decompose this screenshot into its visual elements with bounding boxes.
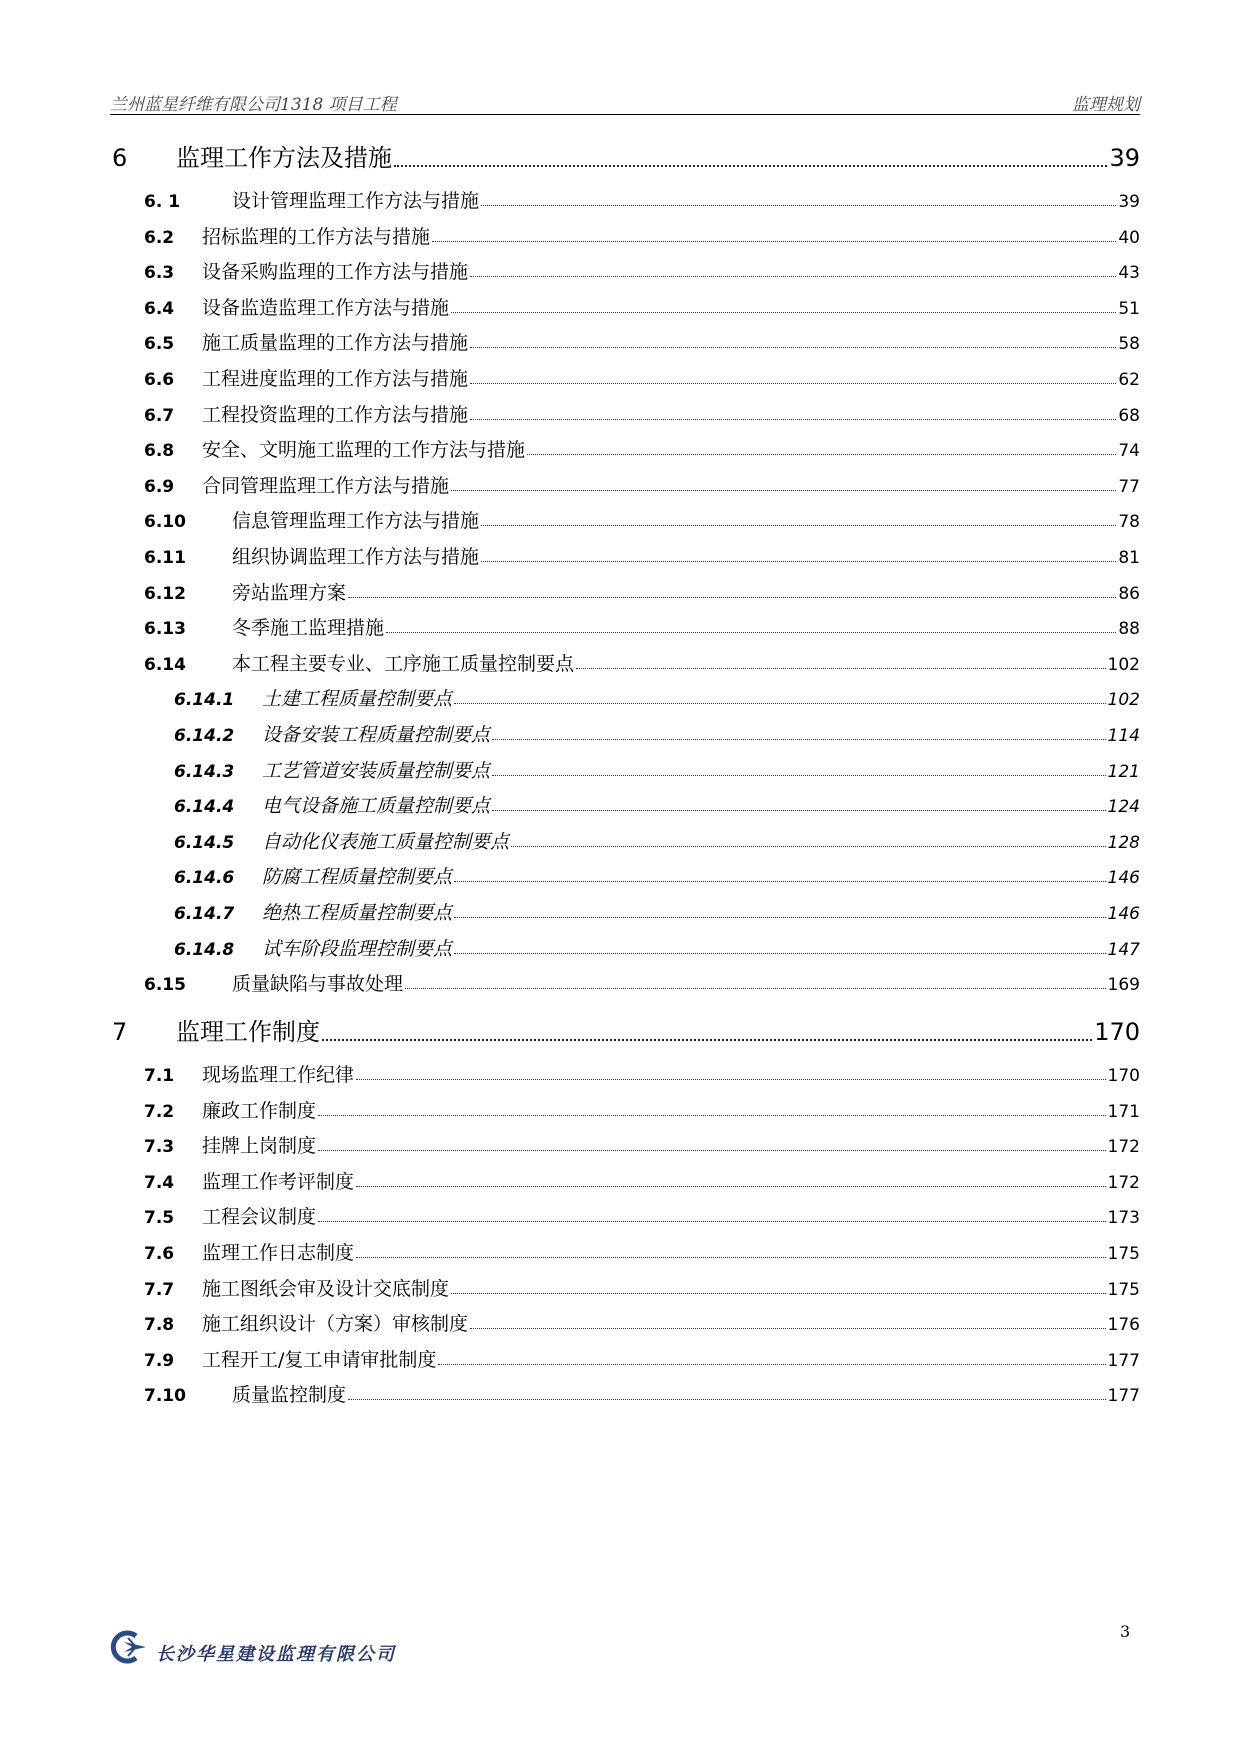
- toc-entry-title: 设备安装工程质量控制要点: [262, 724, 491, 746]
- footer-company-name: 长沙华星建设监理有限公司: [156, 1644, 396, 1665]
- toc-entry-title: 监理工作考评制度: [202, 1170, 355, 1193]
- toc-entry[interactable]: [110, 1345, 1140, 1372]
- toc-entry-page: 128: [1107, 832, 1140, 853]
- toc-entry[interactable]: [110, 1012, 1140, 1047]
- toc-entry-number: 6.5: [144, 334, 175, 355]
- toc-entry[interactable]: [110, 1380, 1140, 1407]
- toc-entry-number: 7.10: [144, 1386, 186, 1407]
- toc-entry[interactable]: [110, 1238, 1140, 1265]
- toc-entry-number: 7.6: [144, 1244, 175, 1264]
- toc-entry-title: 施工组织设计（方案）审核制度: [202, 1313, 469, 1336]
- toc-entry[interactable]: [110, 934, 1140, 961]
- toc-dot-leader: [481, 205, 1116, 206]
- toc-entry-page: 177: [1107, 1350, 1140, 1371]
- toc-entry-title: 冬季施工监理措施: [232, 617, 385, 640]
- toc-entry-number: 6.14.8: [174, 939, 235, 960]
- toc-entry-number: 6.12: [144, 583, 186, 604]
- toc-entry[interactable]: [110, 649, 1140, 676]
- header-project-title: 兰州蓝星纤维有限公司1318 项目工程: [110, 95, 397, 115]
- toc-entry[interactable]: [110, 1274, 1140, 1301]
- toc-entry[interactable]: [110, 364, 1140, 391]
- toc-entry-page: 88: [1118, 619, 1140, 640]
- toc-dot-leader: [318, 1150, 1106, 1151]
- toc-entry[interactable]: [110, 257, 1140, 284]
- toc-entry[interactable]: [110, 862, 1140, 889]
- page-header: [110, 88, 1140, 115]
- toc-entry-title: 旁站监理方案: [232, 581, 347, 604]
- toc-dot-leader: [470, 276, 1116, 277]
- toc-entry-number: 7: [112, 1018, 128, 1046]
- toc-entry[interactable]: [110, 613, 1140, 640]
- toc-entry-title: 安全、文明施工监理的工作方法与措施: [202, 439, 526, 462]
- toc-dot-leader: [451, 490, 1116, 491]
- toc-dot-leader: [432, 241, 1116, 242]
- toc-dot-leader: [322, 1039, 1092, 1041]
- toc-entry-title: 监理工作日志制度: [202, 1242, 355, 1264]
- toc-entry-number: 6.14.2: [174, 726, 235, 746]
- toc-entry-title: 施工图纸会审及设计交底制度: [202, 1277, 450, 1300]
- toc-dot-leader: [356, 1186, 1106, 1187]
- toc-entry-number: 6. 1: [144, 192, 181, 212]
- toc-entry[interactable]: [110, 1131, 1140, 1158]
- toc-entry[interactable]: [110, 756, 1140, 783]
- toc-entry-number: 7.4: [144, 1172, 175, 1193]
- toc-entry[interactable]: [110, 1060, 1140, 1087]
- toc-dot-leader: [470, 1328, 1106, 1329]
- toc-entry-number: 7.9: [144, 1350, 175, 1371]
- toc-entry-page: 169: [1107, 975, 1140, 996]
- toc-entry-page: 121: [1107, 761, 1140, 782]
- toc-entry-number: 6.8: [144, 441, 175, 462]
- toc-entry[interactable]: [110, 684, 1140, 711]
- toc-entry-page: 173: [1107, 1208, 1140, 1229]
- toc-entry-number: 6.14.1: [174, 690, 235, 711]
- toc-entry-number: 6.6: [144, 370, 175, 390]
- toc-entry[interactable]: [110, 898, 1140, 925]
- toc-dot-leader: [454, 703, 1106, 704]
- toc-entry-page: 51: [1118, 298, 1140, 319]
- toc-entry[interactable]: [110, 720, 1140, 747]
- toc-entry-page: 146: [1107, 904, 1140, 924]
- toc-dot-leader: [405, 988, 1106, 989]
- toc-entry-number: 7.8: [144, 1315, 175, 1336]
- toc-entry-page: 62: [1118, 370, 1140, 390]
- toc-entry-title: 质量缺陷与事故处理: [232, 973, 404, 996]
- toc-entry[interactable]: [110, 138, 1140, 173]
- toc-dot-leader: [451, 1293, 1106, 1294]
- toc-entry-number: 6.13: [144, 619, 186, 640]
- toc-entry[interactable]: [110, 293, 1140, 320]
- toc-entry[interactable]: [110, 578, 1140, 605]
- toc-dot-leader: [511, 846, 1106, 847]
- toc-entry[interactable]: [110, 1309, 1140, 1336]
- toc-entry-title: 招标监理的工作方法与措施: [202, 225, 431, 248]
- toc-entry-page: 58: [1118, 334, 1140, 355]
- toc-dot-leader: [481, 525, 1116, 526]
- company-logo-icon: [106, 1630, 152, 1664]
- toc-dot-leader: [481, 561, 1116, 562]
- toc-entry-title: 防腐工程质量控制要点: [262, 866, 453, 889]
- toc-dot-leader: [356, 1257, 1106, 1258]
- toc-entry-number: 6.14: [144, 654, 186, 675]
- toc-entry-number: 6.14.3: [174, 761, 235, 782]
- toc-entry-title: 质量监控制度: [232, 1384, 347, 1407]
- toc-entry-title: 自动化仪表施工质量控制要点: [262, 830, 510, 853]
- toc-entry[interactable]: [110, 827, 1140, 854]
- toc-dot-leader: [348, 1399, 1106, 1400]
- toc-entry-page: 68: [1118, 405, 1140, 426]
- toc-entry-number: 6: [112, 144, 128, 172]
- header-document-title: 监理规划: [1072, 95, 1140, 115]
- toc-entry[interactable]: [110, 969, 1140, 996]
- toc-entry-title: 组织协调监理工作方法与措施: [232, 546, 480, 568]
- toc-entry[interactable]: [110, 506, 1140, 533]
- toc-entry-page: 171: [1107, 1101, 1140, 1122]
- toc-entry-page: 172: [1107, 1137, 1140, 1158]
- toc-entry-title: 信息管理监理工作方法与措施: [232, 510, 480, 533]
- toc-entry-title: 工程开工/复工申请审批制度: [202, 1348, 437, 1371]
- toc-entry-number: 7.1: [144, 1066, 175, 1086]
- toc-entry-number: 6.4: [144, 298, 175, 319]
- toc-dot-leader: [318, 1221, 1106, 1222]
- toc-entry-page: 114: [1107, 726, 1140, 746]
- toc-entry-title: 监理工作方法及措施: [176, 144, 392, 172]
- toc-entry-title: 挂牌上岗制度: [202, 1135, 317, 1158]
- toc-entry-number: 6.9: [144, 476, 175, 497]
- toc-dot-leader: [356, 1079, 1106, 1080]
- toc-entry[interactable]: [110, 328, 1140, 355]
- toc-entry-page: 39: [1109, 144, 1140, 172]
- toc-dot-leader: [470, 347, 1116, 348]
- toc-entry-title: 电气设备施工质量控制要点: [262, 795, 491, 818]
- toc-entry-page: 102: [1107, 690, 1140, 711]
- toc-entry[interactable]: [110, 1202, 1140, 1229]
- toc-entry-page: 172: [1107, 1172, 1140, 1193]
- toc-entry-page: 176: [1107, 1315, 1140, 1336]
- toc-entry-number: 6.14.6: [174, 868, 235, 889]
- toc-entry-page: 43: [1118, 263, 1140, 284]
- toc-entry-page: 39: [1118, 192, 1140, 212]
- toc-entry-page: 124: [1107, 797, 1140, 818]
- toc-entry-title: 工程会议制度: [202, 1206, 317, 1229]
- toc-entry[interactable]: [110, 791, 1140, 818]
- toc-entry-title: 工程投资监理的工作方法与措施: [202, 403, 469, 426]
- toc-entry-page: 81: [1118, 548, 1140, 568]
- toc-entry-title: 设备监造监理工作方法与措施: [202, 296, 450, 319]
- toc-entry[interactable]: [110, 471, 1140, 498]
- toc-dot-leader: [451, 312, 1116, 313]
- page-number: 3: [1120, 1622, 1131, 1641]
- toc-entry-title: 监理工作制度: [176, 1018, 320, 1046]
- toc-entry-number: 7.2: [144, 1101, 175, 1122]
- toc-entry-number: 6.10: [144, 512, 186, 533]
- toc-entry[interactable]: [110, 222, 1140, 249]
- toc-entry-number: 6.2: [144, 227, 175, 248]
- toc-entry-number: 6.15: [144, 975, 186, 996]
- toc-entry-page: 170: [1094, 1018, 1140, 1046]
- toc-entry-page: 147: [1107, 939, 1140, 960]
- toc-dot-leader: [492, 739, 1106, 740]
- toc-dot-leader: [394, 165, 1107, 167]
- toc-entry-page: 40: [1118, 227, 1140, 248]
- toc-entry-title: 合同管理监理工作方法与措施: [202, 474, 450, 497]
- toc-entry-number: 6.14.7: [174, 904, 235, 924]
- toc-entry-title: 施工质量监理的工作方法与措施: [202, 332, 469, 355]
- toc-entry-number: 6.3: [144, 263, 175, 284]
- toc-entry-number: 7.7: [144, 1279, 175, 1300]
- toc-entry-page: 175: [1107, 1279, 1140, 1300]
- toc-entry-number: 7.3: [144, 1137, 175, 1158]
- toc-entry[interactable]: [110, 1167, 1140, 1194]
- toc-dot-leader: [527, 454, 1116, 455]
- toc-dot-leader: [470, 419, 1116, 420]
- toc-dot-leader: [454, 953, 1106, 954]
- toc-entry-title: 现场监理工作纪律: [202, 1064, 355, 1086]
- toc-entry-title: 绝热工程质量控制要点: [262, 902, 453, 924]
- toc-entry-page: 170: [1107, 1066, 1140, 1086]
- toc-entry-number: 6.14.5: [174, 832, 235, 853]
- toc-entry[interactable]: [110, 400, 1140, 427]
- toc-dot-leader: [454, 881, 1106, 882]
- toc-dot-leader: [470, 383, 1116, 384]
- toc-entry[interactable]: [110, 435, 1140, 462]
- toc-entry-title: 设备采购监理的工作方法与措施: [202, 261, 469, 284]
- toc-entry-page: 146: [1107, 868, 1140, 889]
- toc-entry-number: 6.7: [144, 405, 175, 426]
- toc-entry-title: 试车阶段监理控制要点: [262, 937, 453, 960]
- toc-entry-page: 74: [1118, 441, 1140, 462]
- toc-entry-page: 78: [1118, 512, 1140, 533]
- toc-entry-title: 设计管理监理工作方法与措施: [232, 190, 480, 212]
- toc-dot-leader: [348, 597, 1116, 598]
- toc-dot-leader: [386, 632, 1116, 633]
- toc-dot-leader: [492, 810, 1106, 811]
- toc-entry-page: 175: [1107, 1244, 1140, 1264]
- toc-entry-title: 工程进度监理的工作方法与措施: [202, 368, 469, 390]
- toc-entry[interactable]: [110, 1096, 1140, 1123]
- toc-entry-page: 86: [1118, 583, 1140, 604]
- toc-entry-title: 廉政工作制度: [202, 1099, 317, 1122]
- toc-entry[interactable]: [110, 186, 1140, 213]
- toc-entry-title: 土建工程质量控制要点: [262, 688, 453, 711]
- toc-entry-page: 77: [1118, 476, 1140, 497]
- toc-entry-page: 177: [1107, 1386, 1140, 1407]
- toc-dot-leader: [454, 917, 1106, 918]
- toc-entry[interactable]: [110, 542, 1140, 569]
- toc-entry-number: 7.5: [144, 1208, 175, 1229]
- toc-entry-number: 6.11: [144, 548, 186, 568]
- toc-dot-leader: [438, 1364, 1105, 1365]
- toc-dot-leader: [576, 668, 1106, 669]
- toc-entry-page: 102: [1107, 654, 1140, 675]
- toc-entry-number: 6.14.4: [174, 797, 235, 818]
- toc-dot-leader: [318, 1115, 1106, 1116]
- toc-dot-leader: [492, 775, 1106, 776]
- toc-entry-title: 本工程主要专业、工序施工质量控制要点: [232, 652, 575, 675]
- toc-entry-title: 工艺管道安装质量控制要点: [262, 759, 491, 782]
